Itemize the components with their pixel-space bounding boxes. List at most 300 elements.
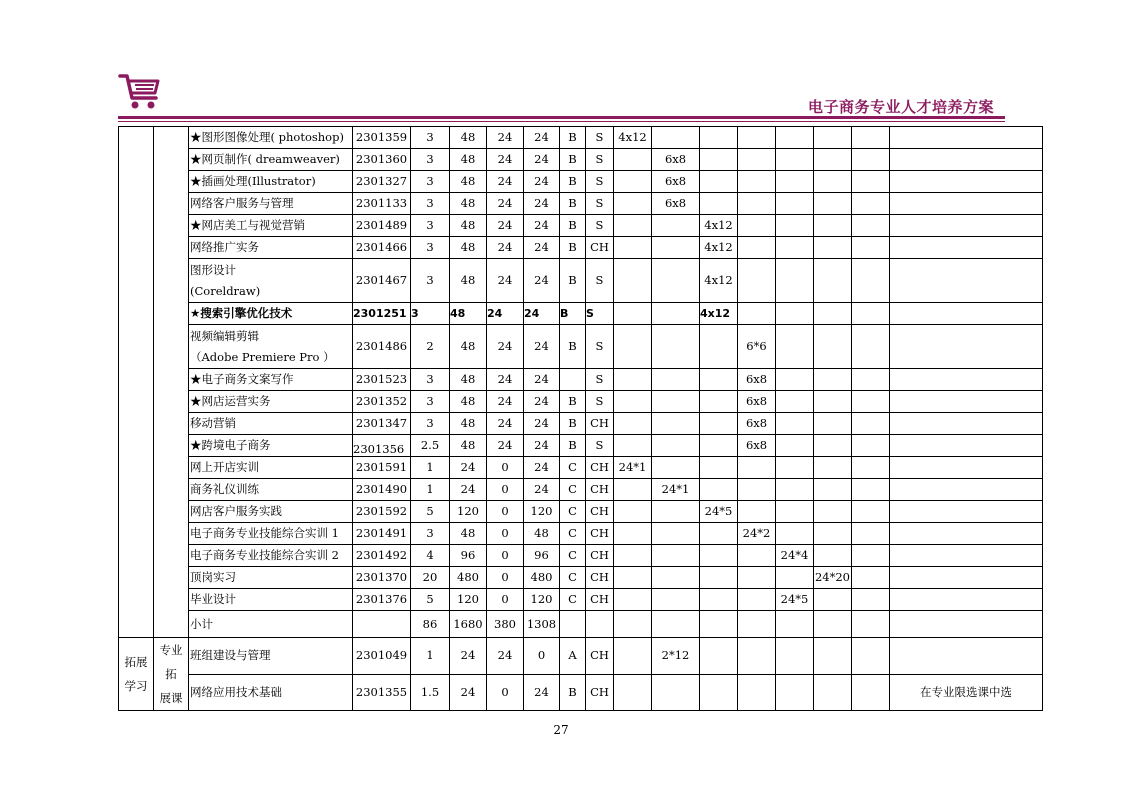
- course-name-line2: (Coreldraw): [190, 283, 261, 298]
- credits-cell: 86: [411, 611, 450, 638]
- semester-6-cell: [814, 325, 852, 369]
- exam-cell: S: [586, 215, 614, 237]
- semester-7-cell: [852, 457, 890, 479]
- semester-6-cell: [814, 545, 852, 567]
- practice-hours-cell: 24: [524, 325, 560, 369]
- credits-cell: 3: [411, 127, 450, 149]
- semester-1-cell: [614, 479, 652, 501]
- credits-cell: 3: [411, 215, 450, 237]
- semester-2-cell: 2*12: [652, 638, 700, 675]
- semester-1-cell: [614, 391, 652, 413]
- semester-1-cell: [614, 523, 652, 545]
- semester-6-cell: [814, 638, 852, 675]
- semester-6-cell: [814, 369, 852, 391]
- semester-1-cell: [614, 545, 652, 567]
- table-row: [119, 523, 1043, 545]
- exam-cell: S: [586, 127, 614, 149]
- semester-4-cell: 6*6: [738, 325, 776, 369]
- type-cell: B: [560, 391, 586, 413]
- exam-cell: CH: [586, 638, 614, 675]
- theory-hours-cell: 24: [487, 127, 524, 149]
- semester-5-cell: [776, 674, 814, 711]
- type-cell: B: [560, 193, 586, 215]
- subcategory-cell-extension: [154, 638, 189, 711]
- total-hours-cell: 48: [450, 193, 487, 215]
- semester-2-cell: [652, 435, 700, 457]
- semester-1-cell: [614, 413, 652, 435]
- code-cell: 2301355: [353, 674, 411, 711]
- type-cell: C: [560, 589, 586, 611]
- semester-2-cell: [652, 501, 700, 523]
- exam-cell: CH: [586, 237, 614, 259]
- code-cell: 2301466: [353, 237, 411, 259]
- semester-2-cell: 6x8: [652, 193, 700, 215]
- code-cell: 2301592: [353, 501, 411, 523]
- exam-cell: CH: [586, 413, 614, 435]
- semester-4-cell: 24*2: [738, 523, 776, 545]
- semester-2-cell: [652, 523, 700, 545]
- semester-7-cell: [852, 369, 890, 391]
- subcategory-cell: [154, 127, 189, 638]
- semester-1-cell: 4x12: [614, 127, 652, 149]
- header-rule-thin: [118, 121, 1005, 122]
- type-cell: B: [560, 171, 586, 193]
- credits-cell: 3: [411, 369, 450, 391]
- type-cell: C: [560, 479, 586, 501]
- semester-1-cell: [614, 237, 652, 259]
- course-name-line1: 图形设计: [190, 262, 236, 277]
- shopping-cart-icon: [118, 70, 162, 112]
- code-cell: [353, 611, 411, 638]
- type-cell: C: [560, 523, 586, 545]
- table-row: [119, 325, 1043, 369]
- semester-6-cell: [814, 215, 852, 237]
- practice-hours-cell: 480: [524, 567, 560, 589]
- semester-5-cell: [776, 171, 814, 193]
- table-row: [119, 457, 1043, 479]
- practice-hours-cell: 24: [524, 479, 560, 501]
- theory-hours-cell: 0: [487, 523, 524, 545]
- code-cell: 2301360: [353, 149, 411, 171]
- table-row: [119, 369, 1043, 391]
- code-cell: 2301492: [353, 545, 411, 567]
- note-cell: [890, 259, 1043, 303]
- type-cell: B: [560, 215, 586, 237]
- semester-3-cell: [700, 567, 738, 589]
- semester-2-cell: [652, 303, 700, 325]
- exam-cell: [586, 611, 614, 638]
- semester-3-cell: [700, 638, 738, 675]
- credits-cell: 3: [411, 149, 450, 171]
- semester-3-cell: [700, 674, 738, 711]
- practice-hours-cell: 24: [524, 674, 560, 711]
- course-name-cell: ★搜索引擎优化技术: [189, 303, 353, 325]
- semester-5-cell: [776, 501, 814, 523]
- semester-6-cell: [814, 457, 852, 479]
- semester-3-cell: [700, 457, 738, 479]
- credits-cell: 3: [411, 413, 450, 435]
- semester-6-cell: [814, 259, 852, 303]
- semester-2-cell: [652, 325, 700, 369]
- total-hours-cell: 48: [450, 171, 487, 193]
- total-hours-cell: 48: [450, 391, 487, 413]
- semester-1-cell: [614, 501, 652, 523]
- semester-4-cell: [738, 303, 776, 325]
- semester-4-cell: 6x8: [738, 369, 776, 391]
- course-name-cell: 电子商务专业技能综合实训 1: [189, 523, 353, 545]
- total-hours-cell: 48: [450, 325, 487, 369]
- semester-7-cell: [852, 391, 890, 413]
- semester-3-cell: [700, 391, 738, 413]
- semester-6-cell: [814, 501, 852, 523]
- semester-3-cell: [700, 545, 738, 567]
- exam-cell: S: [586, 171, 614, 193]
- page-number: 27: [553, 723, 569, 737]
- semester-7-cell: [852, 501, 890, 523]
- semester-1-cell: [614, 567, 652, 589]
- semester-2-cell: [652, 127, 700, 149]
- semester-1-cell: [614, 171, 652, 193]
- semester-3-cell: [700, 523, 738, 545]
- semester-1-cell: [614, 369, 652, 391]
- type-cell: B: [560, 303, 586, 325]
- semester-7-cell: [852, 171, 890, 193]
- semester-4-cell: [738, 259, 776, 303]
- semester-2-cell: [652, 413, 700, 435]
- table-row: [119, 215, 1043, 237]
- practice-hours-cell: 24: [524, 215, 560, 237]
- code-cell: 2301490: [353, 479, 411, 501]
- theory-hours-cell: 24: [487, 215, 524, 237]
- practice-hours-cell: 24: [524, 413, 560, 435]
- note-cell: [890, 523, 1043, 545]
- semester-7-cell: [852, 193, 890, 215]
- code-cell: 2301356: [353, 435, 411, 457]
- practice-hours-cell: 48: [524, 523, 560, 545]
- semester-4-cell: [738, 589, 776, 611]
- semester-5-cell: [776, 391, 814, 413]
- note-cell: [890, 369, 1043, 391]
- type-cell: C: [560, 545, 586, 567]
- type-cell: C: [560, 457, 586, 479]
- semester-3-cell: 4x12: [700, 215, 738, 237]
- exam-cell: CH: [586, 523, 614, 545]
- semester-3-cell: [700, 435, 738, 457]
- exam-cell: CH: [586, 501, 614, 523]
- practice-hours-cell: 24: [524, 391, 560, 413]
- semester-6-cell: [814, 171, 852, 193]
- semester-6-cell: [814, 303, 852, 325]
- semester-4-cell: [738, 479, 776, 501]
- credits-cell: 3: [411, 523, 450, 545]
- semester-6-cell: [814, 413, 852, 435]
- type-cell: B: [560, 325, 586, 369]
- course-name-cell: 移动营销: [189, 413, 353, 435]
- type-cell: B: [560, 435, 586, 457]
- semester-5-cell: [776, 259, 814, 303]
- total-hours-cell: 24: [450, 457, 487, 479]
- course-name-cell: 班组建设与管理: [189, 638, 353, 675]
- semester-3-cell: [700, 171, 738, 193]
- note-cell: [890, 638, 1043, 675]
- semester-7-cell: [852, 638, 890, 675]
- total-hours-cell: 96: [450, 545, 487, 567]
- semester-4-cell: 6x8: [738, 435, 776, 457]
- practice-hours-cell: 24: [524, 303, 560, 325]
- semester-6-cell: [814, 479, 852, 501]
- theory-hours-cell: 0: [487, 501, 524, 523]
- semester-7-cell: [852, 479, 890, 501]
- semester-2-cell: [652, 567, 700, 589]
- credits-cell: 5: [411, 589, 450, 611]
- semester-3-cell: [700, 611, 738, 638]
- semester-7-cell: [852, 325, 890, 369]
- semester-7-cell: [852, 545, 890, 567]
- code-cell: 2301347: [353, 413, 411, 435]
- semester-3-cell: [700, 325, 738, 369]
- practice-hours-cell: 24: [524, 369, 560, 391]
- course-name-cell: [189, 325, 353, 369]
- semester-2-cell: 6x8: [652, 171, 700, 193]
- table-row: [119, 259, 1043, 303]
- type-cell: C: [560, 567, 586, 589]
- semester-3-cell: [700, 127, 738, 149]
- total-hours-cell: 48: [450, 435, 487, 457]
- exam-cell: S: [586, 303, 614, 325]
- semester-1-cell: [614, 638, 652, 675]
- exam-cell: CH: [586, 545, 614, 567]
- code-cell: 2301489: [353, 215, 411, 237]
- type-cell: B: [560, 127, 586, 149]
- table-row: [119, 303, 1043, 325]
- code-cell: 2301049: [353, 638, 411, 675]
- total-hours-cell: 24: [450, 638, 487, 675]
- total-hours-cell: 48: [450, 523, 487, 545]
- note-cell: [890, 237, 1043, 259]
- practice-hours-cell: 24: [524, 457, 560, 479]
- table-row: [119, 545, 1043, 567]
- semester-7-cell: [852, 567, 890, 589]
- semester-1-cell: 24*1: [614, 457, 652, 479]
- credits-cell: 20: [411, 567, 450, 589]
- course-schedule-table: [118, 126, 1043, 711]
- theory-hours-cell: 24: [487, 391, 524, 413]
- exam-cell: CH: [586, 479, 614, 501]
- semester-5-cell: [776, 149, 814, 171]
- total-hours-cell: 480: [450, 567, 487, 589]
- table-row: [119, 501, 1043, 523]
- semester-2-cell: [652, 611, 700, 638]
- semester-3-cell: [700, 369, 738, 391]
- subcategory-line2: 展课: [159, 691, 183, 705]
- practice-hours-cell: 24: [524, 193, 560, 215]
- semester-1-cell: [614, 149, 652, 171]
- code-cell: 2301327: [353, 171, 411, 193]
- course-name-cell: ★插画处理(Illustrator): [189, 171, 353, 193]
- category-line1: 拓展: [124, 655, 148, 669]
- document-title: 电子商务专业人才培养方案: [807, 98, 994, 116]
- subcategory-line1: 专业拓: [159, 643, 183, 681]
- course-name-cell: 网络推广实务: [189, 237, 353, 259]
- semester-1-cell: [614, 193, 652, 215]
- total-hours-cell: 48: [450, 303, 487, 325]
- code-cell: 2301591: [353, 457, 411, 479]
- practice-hours-cell: 24: [524, 259, 560, 303]
- table-row: [119, 567, 1043, 589]
- course-name-cell: 毕业设计: [189, 589, 353, 611]
- type-cell: B: [560, 149, 586, 171]
- semester-1-cell: [614, 611, 652, 638]
- note-cell: [890, 391, 1043, 413]
- theory-hours-cell: 24: [487, 193, 524, 215]
- semester-6-cell: [814, 127, 852, 149]
- table-row: [119, 193, 1043, 215]
- course-name-cell: 商务礼仪训练: [189, 479, 353, 501]
- category-cell: [119, 127, 154, 638]
- semester-7-cell: [852, 259, 890, 303]
- practice-hours-cell: 120: [524, 589, 560, 611]
- semester-4-cell: [738, 674, 776, 711]
- total-hours-cell: 24: [450, 479, 487, 501]
- semester-7-cell: [852, 589, 890, 611]
- table-row: [119, 391, 1043, 413]
- theory-hours-cell: 24: [487, 237, 524, 259]
- header-rule: [118, 116, 1005, 119]
- note-cell: [890, 567, 1043, 589]
- exam-cell: S: [586, 149, 614, 171]
- semester-3-cell: [700, 193, 738, 215]
- practice-hours-cell: 1308: [524, 611, 560, 638]
- note-cell: [890, 479, 1043, 501]
- semester-7-cell: [852, 611, 890, 638]
- semester-2-cell: [652, 369, 700, 391]
- semester-3-cell: [700, 479, 738, 501]
- credits-cell: 3: [411, 237, 450, 259]
- semester-4-cell: [738, 215, 776, 237]
- semester-4-cell: [738, 193, 776, 215]
- practice-hours-cell: 24: [524, 171, 560, 193]
- practice-hours-cell: 24: [524, 127, 560, 149]
- practice-hours-cell: 96: [524, 545, 560, 567]
- credits-cell: 3: [411, 259, 450, 303]
- exam-cell: CH: [586, 457, 614, 479]
- note-cell: [890, 127, 1043, 149]
- semester-2-cell: [652, 391, 700, 413]
- table-row: [119, 611, 1043, 638]
- course-name-cell: 网店客户服务实践: [189, 501, 353, 523]
- theory-hours-cell: 0: [487, 589, 524, 611]
- credits-cell: 4: [411, 545, 450, 567]
- semester-3-cell: 4x12: [700, 303, 738, 325]
- type-cell: B: [560, 259, 586, 303]
- semester-7-cell: [852, 127, 890, 149]
- semester-5-cell: 24*5: [776, 589, 814, 611]
- note-cell: [890, 215, 1043, 237]
- practice-hours-cell: 24: [524, 435, 560, 457]
- theory-hours-cell: 24: [487, 369, 524, 391]
- category-cell-extension: [119, 638, 154, 711]
- course-name-cell: 网上开店实训: [189, 457, 353, 479]
- total-hours-cell: 48: [450, 369, 487, 391]
- semester-6-cell: [814, 589, 852, 611]
- semester-5-cell: [776, 457, 814, 479]
- course-name-cell: ★电子商务文案写作: [189, 369, 353, 391]
- semester-6-cell: [814, 237, 852, 259]
- total-hours-cell: 24: [450, 674, 487, 711]
- note-cell: [890, 589, 1043, 611]
- semester-5-cell: [776, 523, 814, 545]
- semester-4-cell: [738, 127, 776, 149]
- credits-cell: 5: [411, 501, 450, 523]
- semester-5-cell: [776, 127, 814, 149]
- semester-2-cell: [652, 545, 700, 567]
- note-cell: [890, 435, 1043, 457]
- semester-5-cell: [776, 215, 814, 237]
- table-row: [119, 413, 1043, 435]
- table-body: [119, 127, 1043, 711]
- semester-4-cell: [738, 237, 776, 259]
- theory-hours-cell: 0: [487, 567, 524, 589]
- theory-hours-cell: 0: [487, 457, 524, 479]
- semester-6-cell: [814, 435, 852, 457]
- theory-hours-cell: 24: [487, 435, 524, 457]
- course-name-cell: 顶岗实习: [189, 567, 353, 589]
- semester-5-cell: [776, 567, 814, 589]
- note-cell: [890, 457, 1043, 479]
- exam-cell: CH: [586, 589, 614, 611]
- semester-3-cell: [700, 589, 738, 611]
- semester-7-cell: [852, 674, 890, 711]
- semester-1-cell: [614, 215, 652, 237]
- code-cell: 2301133: [353, 193, 411, 215]
- code-cell: 2301352: [353, 391, 411, 413]
- semester-6-cell: [814, 611, 852, 638]
- semester-7-cell: [852, 413, 890, 435]
- practice-hours-cell: 120: [524, 501, 560, 523]
- semester-4-cell: 6x8: [738, 391, 776, 413]
- semester-4-cell: [738, 171, 776, 193]
- semester-3-cell: 4x12: [700, 237, 738, 259]
- type-cell: A: [560, 638, 586, 675]
- practice-hours-cell: 24: [524, 149, 560, 171]
- theory-hours-cell: 0: [487, 545, 524, 567]
- semester-2-cell: [652, 457, 700, 479]
- course-name-cell: 网络应用技术基础: [189, 674, 353, 711]
- credits-cell: 1.5: [411, 674, 450, 711]
- semester-7-cell: [852, 303, 890, 325]
- semester-4-cell: [738, 545, 776, 567]
- total-hours-cell: 48: [450, 413, 487, 435]
- semester-1-cell: [614, 259, 652, 303]
- exam-cell: S: [586, 193, 614, 215]
- type-cell: [560, 611, 586, 638]
- exam-cell: S: [586, 259, 614, 303]
- semester-1-cell: [614, 589, 652, 611]
- theory-hours-cell: 24: [487, 171, 524, 193]
- semester-5-cell: [776, 303, 814, 325]
- note-cell: [890, 149, 1043, 171]
- course-name-cell: 电子商务专业技能综合实训 2: [189, 545, 353, 567]
- note-cell: [890, 501, 1043, 523]
- course-name-cell: ★网页制作( dreamweaver): [189, 149, 353, 171]
- semester-5-cell: [776, 479, 814, 501]
- semester-5-cell: [776, 611, 814, 638]
- table-row: [119, 149, 1043, 171]
- total-hours-cell: 48: [450, 127, 487, 149]
- semester-1-cell: [614, 674, 652, 711]
- credits-cell: 3: [411, 171, 450, 193]
- credits-cell: 1: [411, 479, 450, 501]
